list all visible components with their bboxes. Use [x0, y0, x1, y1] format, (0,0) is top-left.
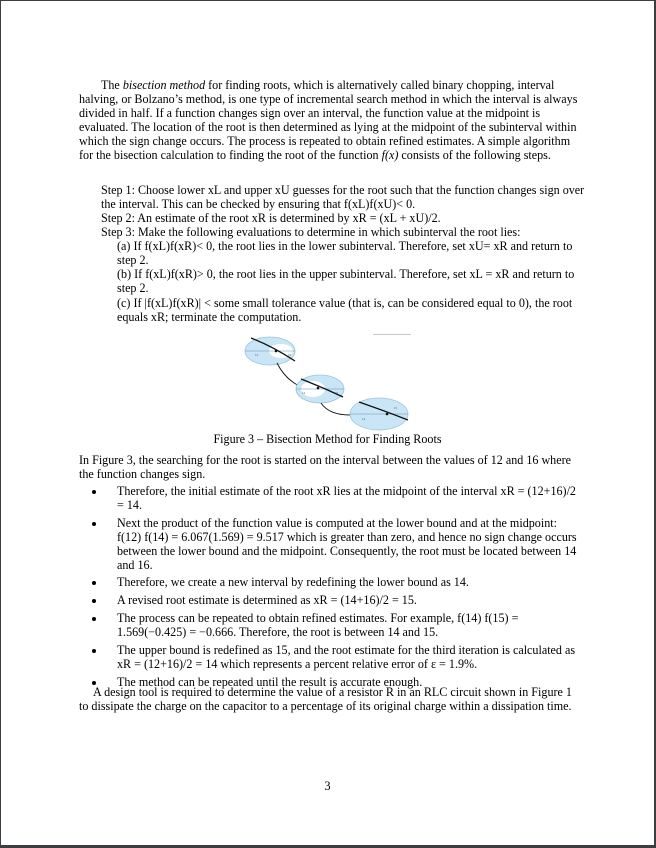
bullet-item: The method can be repeated until the result is accurate enough. — [79, 676, 579, 690]
document-page — [1, 1, 654, 845]
bullet-icon — [92, 599, 96, 603]
svg-text:14: 14 — [362, 417, 365, 421]
bullet-item: Therefore, the initial estimate of the root xR lies at the midpoint of the interval xR = (12+16)/2 = 14. — [79, 485, 579, 513]
step-3: Step 3: Make the following evaluations to determine in which subinterval the root lies: — [101, 225, 521, 239]
bullet-item: Therefore, we create a new interval by redefining the lower bound as 14. — [79, 576, 579, 590]
step-3b: (b) If f(xL)f(xR)> 0, the root lies in the upper subinterval. Therefore, set xL = xR and return to step 2. — [117, 267, 575, 295]
intro-paragraph: The bisection method for finding roots, which is alternatively called binary chopping, interval halving, or Bolzano’s method, is one type of incremental search method in which the interval is always divided in half. If a function changes sign over an interval, the function value at the midpoint is evaluated. The location of the root is then determined as lying at the midpoint of the subinterval within which the sign change occurs. The process is repeated to obtain refined estimates. A simple algorithm for the bisection calculation to finding the root of the function f(x) consists of the following steps. — [79, 78, 578, 162]
step-1: Step 1: Choose lower xL and upper xU guesses for the root such that the function changes sign over the interval. This can be checked by ensuring that f(xL)f(xU)< 0. — [101, 183, 585, 211]
bisection-figure — [237, 331, 417, 431]
page-number: 3 — [324, 779, 331, 793]
svg-text:16: 16 — [288, 353, 291, 357]
step-2: Step 2: An estimate of the root xR is determined by xR = (xL + xU)/2. — [101, 211, 441, 225]
svg-text:16: 16 — [335, 391, 338, 395]
svg-text:12: 12 — [255, 353, 258, 357]
bullet-icon — [92, 581, 96, 585]
bullet-icon — [92, 617, 96, 621]
bullet-icon — [92, 490, 96, 494]
bullet-item: The upper bound is redefined as 15, and the root estimate for the third iteration is calculated as xR = (12+16)/2 = 14 which represents a percent relative error of ε = 1.9%. — [79, 644, 579, 672]
body-paragraph-3: A design tool is required to determine the value of a resistor R in an RLC circuit shown in Figure 1 to dissipate the charge on the capacitor to a percentage of its original charge within a dissipation time. — [79, 685, 572, 713]
bullet-icon — [92, 649, 96, 653]
figure-caption: Figure 3 – Bisection Method for Finding Roots — [213, 432, 442, 446]
bullet-item: A revised root estimate is determined as xR = (14+16)/2 = 15. — [79, 594, 579, 608]
bullet-item: Next the product of the function value is computed at the lower bound and at the midpoint: f(12) f(14) = 6.067(1.569) = 9.517 which is greater than zero, and hence no sign change occurs between the lower bound and the midpoint. Consequently, the root must be located between 14 and 16. — [79, 517, 579, 573]
step-3a: (a) If f(xL)f(xR)< 0, the root lies in the lower subinterval. Therefore, set xU= xR and return to step 2. — [117, 239, 573, 267]
bullet-item: The process can be repeated to obtain refined estimates. For example, f(14) f(15) = 1.569(−0.425) = −0.666. Therefore, the root is between 14 and 15. — [79, 612, 579, 640]
body-paragraph-2: In Figure 3, the searching for the root is started on the interval between the values of 12 and 16 where the function changes sign. — [79, 453, 571, 481]
bullet-icon — [92, 522, 96, 526]
svg-text:14: 14 — [302, 391, 305, 395]
step-3c: (c) If |f(xL)f(xR)| < some small tolerance value (that is, can be considered equal to 0), the root equals xR; terminate the computation. — [117, 296, 573, 324]
svg-text:15: 15 — [394, 406, 397, 410]
bullet-list — [79, 485, 579, 694]
